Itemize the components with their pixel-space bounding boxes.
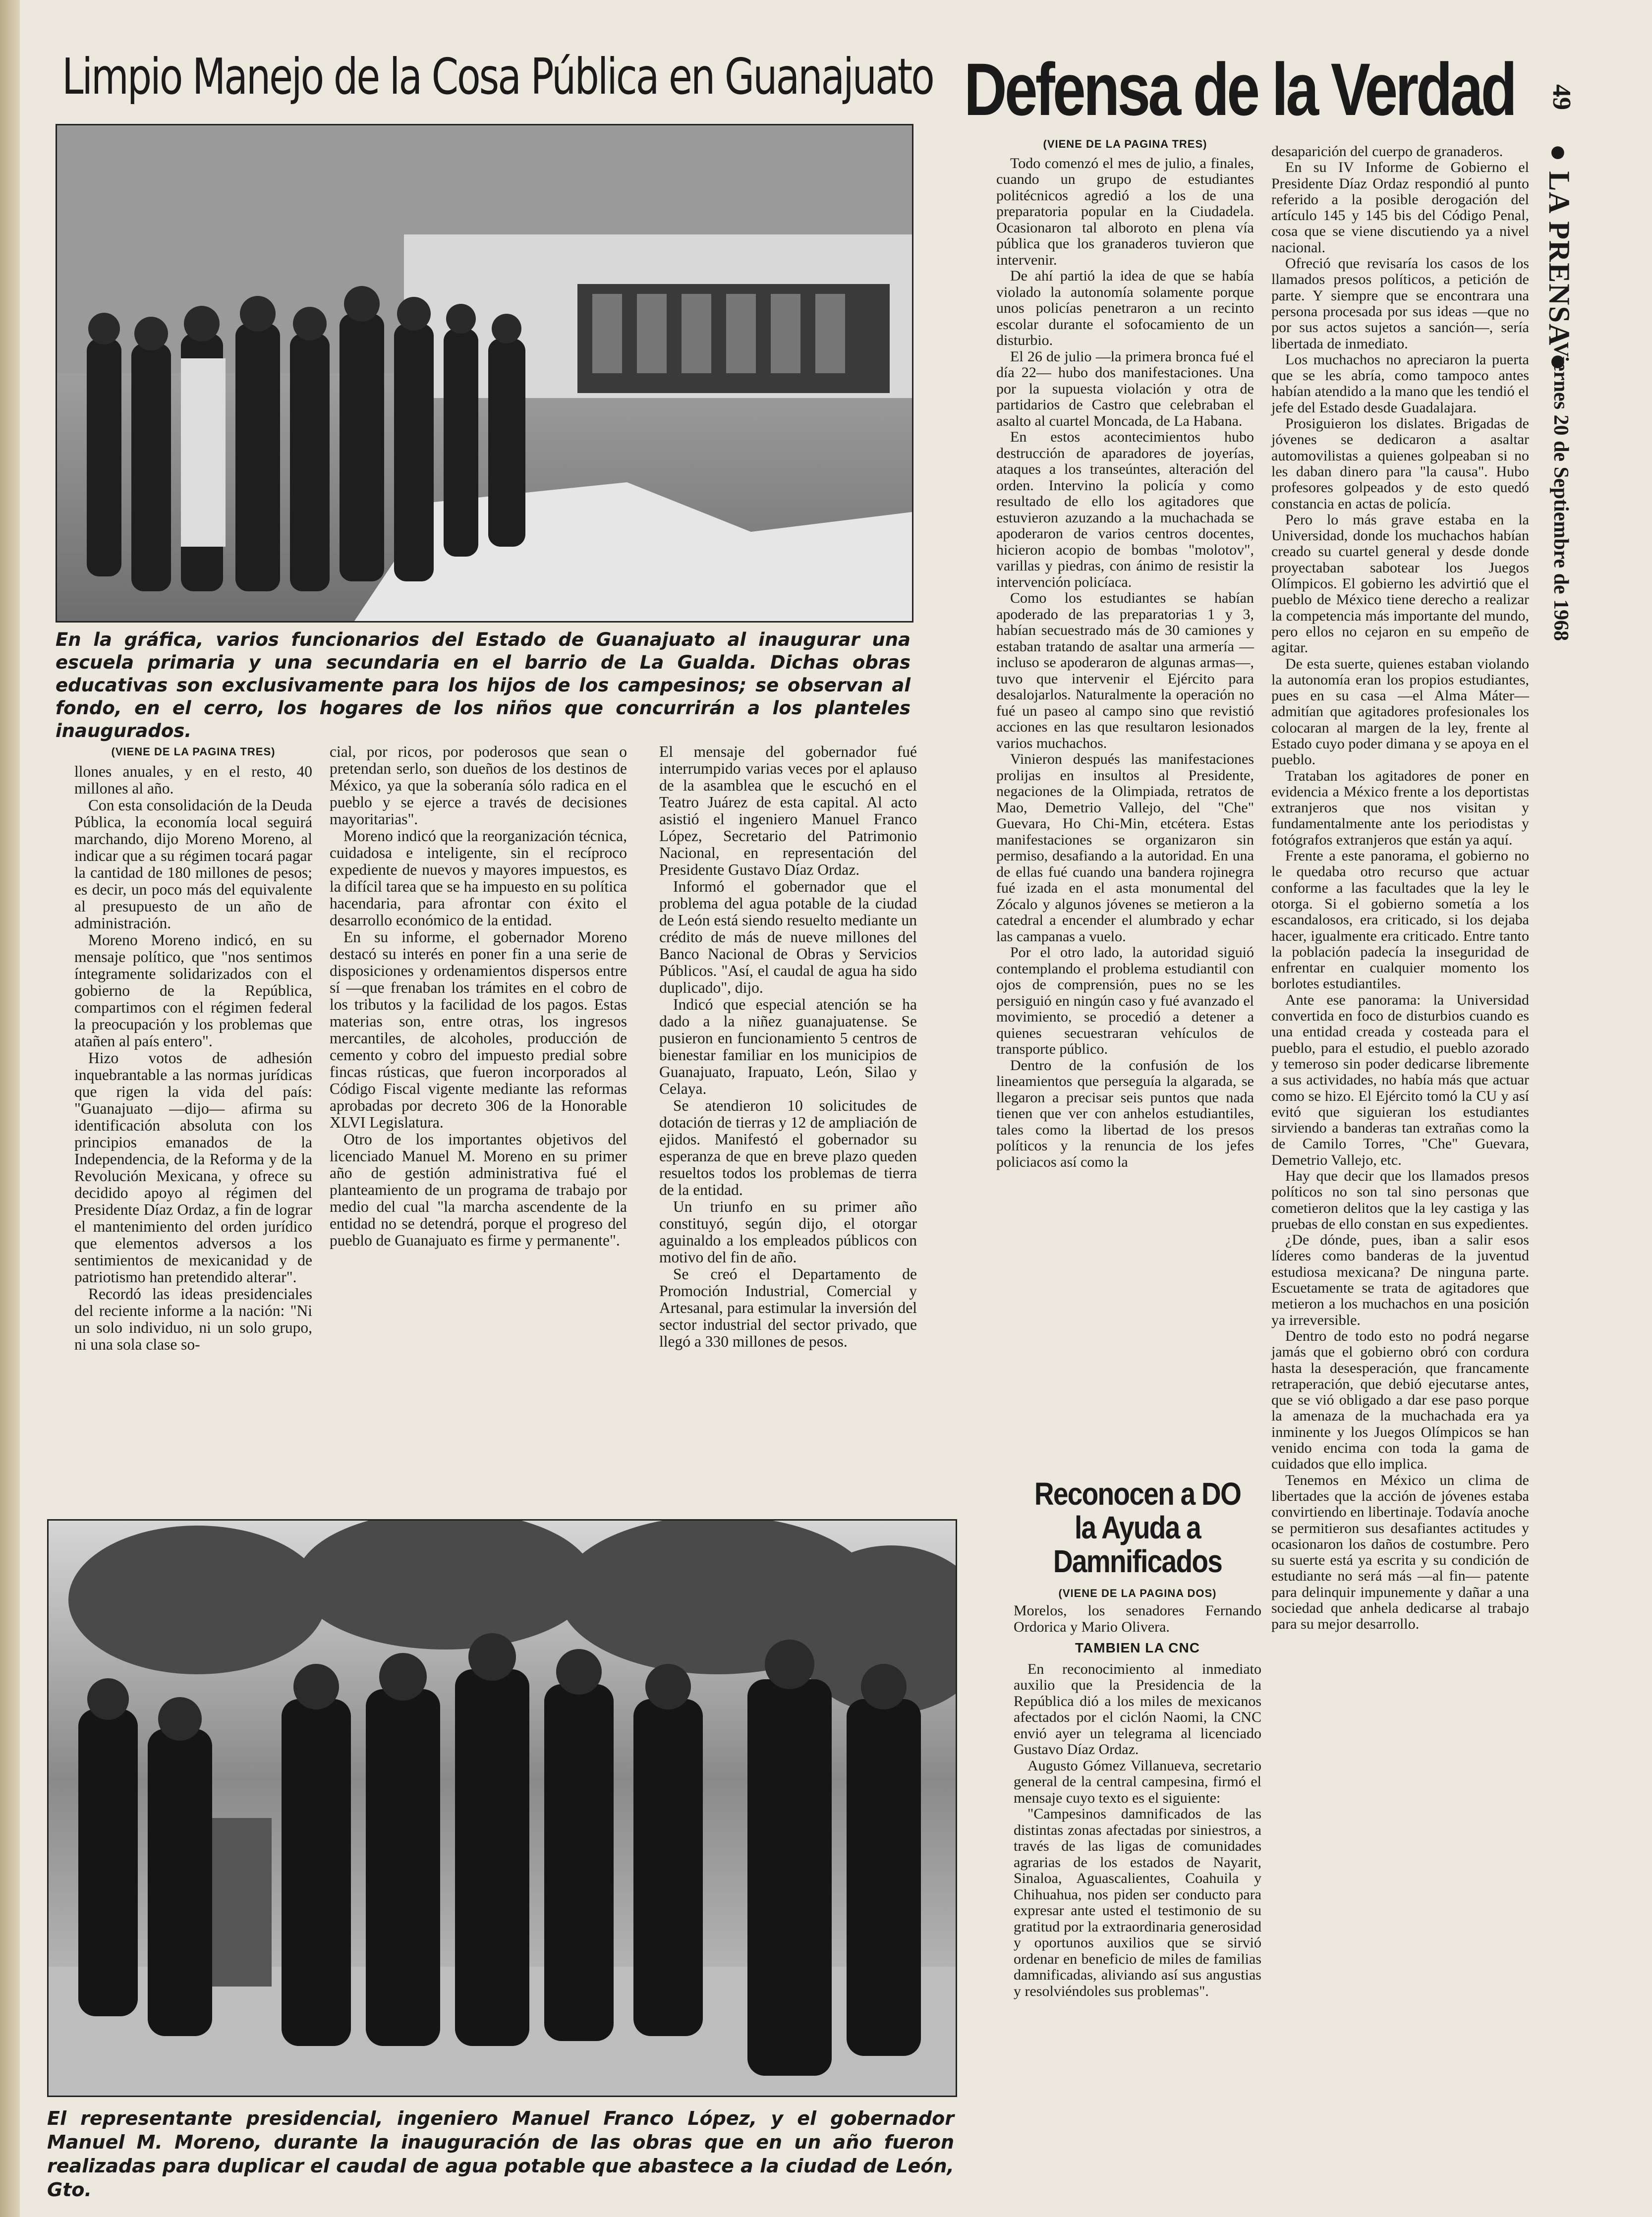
paragraph: ¿De dónde, pues, iban a salir esos líderes como banderas de la juventud estudiosa mexicana? De ninguna parte. Escuetamente se trata de agitadores que metieron a los muchachos en una posición ya irreversible. [1271,1232,1529,1328]
paragraph: desaparición del cuerpo de granaderos. [1271,143,1503,160]
paragraph: Un triunfo en su primer año constituyó, según dijo, el otorgar aguinaldo a los empleados públicos con motivo del fin de año. [659,1198,917,1266]
verdad-column-1 [996,136,1254,1170]
paragraph: Con esta consolidación de la Deuda Pública, la economía local seguirá marchando, dijo Moreno Moreno, al indicar que a su régimen tocará pagar la cantidad de 180 millones de pesos; es decir, un poco más del equivalente al presupuesto de un año de administración. [74,796,312,932]
photo-water-works-inauguration [47,1519,957,2097]
paragraph: Ante ese panorama: la Universidad convertida en foco de disturbios cuando es una entidad creada y costeada para el pueblo, para el estudio, el pueblo azorado y temeroso sin poder dedicarse libremente a sus actividades, no había más que actuar como se hizo. El Ejército tomó la CU y así evitó que siguieran los estudiantes sirviendo a banderas tan extrañas como la de Camilo Torres, "Che" Guevara, Demetrio Vallejo, etc. [1271,991,1529,1168]
paragraph: Pero lo más grave estaba en la Universidad, donde los muchachos habían creado su cuartel general y desde donde proyectaban sabotear los Juegos Olímpicos. El gobierno les advirtió que el pueblo de México tiene derecho a realizar la competencia más importante del mundo, pero ellos no cejaron en su empeño de agitar. [1271,511,1529,656]
paragraph: El 26 de julio —la primera bronca fué el día 22— hubo dos manifestaciones. Una por la supuesta violación y otra de partidarios de Castro que celebraban el asalto al cuartel Moncada, de La Habana. [996,348,1254,429]
paragraph: cial, por ricos, por poderosos que sean o pretendan serlo, son dueños de los destinos de México, ya que la soberanía sólo radica en el pueblo y se ejerce a través de decisiones mayoritarias". [330,743,627,828]
paragraph: Prosiguieron los dislates. Brigadas de jóvenes se dedicaron a asaltar automovilistas a quienes golpeaban si no les daban dinero para "la causa". Hubo profesores golpeados y de esto quedó constancia en actas de policía. [1271,415,1529,512]
paragraph: Augusto Gómez Villanueva, secretario general de la central campesina, firmó el mensaje cuyo texto es el siguiente: [1014,1757,1261,1806]
paragraph: "Campesinos damnificados de las distintas zonas afectadas por siniestros, a través de las ligas de comunidades agrarias de los estados de Nayarit, Sinaloa, Aguascalientes, Coahuila y Chihuahua, nos piden ser conducto para expresar ante usted el testimonio de su gratitud por la extraordinaria generosidad y oportunos auxilios que se sirvió ordenar en beneficio de miles de familias damnificadas, aliviando así sus angustias y resolviéndoles sus problemas". [1014,1806,1261,1999]
paragraph: En reconocimiento al inmediato auxilio que la Presidencia de la República dió a los miles de mexicanos afectados por el ciclón Naomi, la CNC envió ayer un telegrama al licenciado Gustavo Díaz Ordaz. [1014,1660,1261,1758]
issue-date: Viernes 20 de Septiembre de 1968 [1549,342,1572,641]
reconocen-article [1014,1477,1261,1999]
paragraph: Ofreció que revisaría los casos de los llamados presos políticos, a petición de parte. Y siempre que se encontrara una persona procesada por sus ideas —que no por sus actos sujetos a sanción—, sería libertada de inmediato. [1271,255,1529,352]
newspaper-name: ● LA PRENSA ● [1543,144,1576,372]
paragraph: En su informe, el gobernador Moreno destacó su interés en poner fin a una serie de disposiciones y ordenamientos dispersos entre sí —que frenaban los trámites en el cobro de los tributos y la facilidad de los pagos. Estas materias son, entre otras, los ingresos mercantiles, de alcoholes, producción de cemento y cobro del impuesto predial sobre fincas rústicas, que fueron incorporados al Código Fiscal vigente mediante las reformas aprobadas por decreto 306 de la Honorable XLVI Legislatura. [330,928,627,1131]
paragraph: Se creó el Departamento de Promoción Industrial, Comercial y Artesanal, para estimular la inversión del sector industrial del sector privado, que llegó a 330 millones de pesos. [659,1265,917,1350]
headline-defensa: Defensa de la Verdad [964,48,1515,131]
paragraph: Los muchachos no apreciaron la puerta que se les abría, como tampoco antes habían atendido a la mano que les tendió el jefe del Estado desde Guadalajara. [1271,351,1529,416]
continued-from-page-three: (VIENE DE LA PAGINA TRES) [111,745,276,758]
paragraph: Moreno indicó que la reorganización técnica, cuidadosa e inteligente, sin el recíproco expediente de nuevos y mayores impuestos, es la difícil tarea que se ha impuesto en su política hacendaria, para afrontar con éxito el desarrollo económico de la entidad. [330,827,627,929]
paragraph: Por el otro lado, la autoridad siguió contemplando el problema estudiantil con ojos de comprensión, pues no se les persiguió en ningún caso y fué avanzado el movimiento, se procedió a detener a quienes secuestraran vehículos de transporte público. [996,944,1254,1057]
paragraph: Todo comenzó el mes de julio, a finales, cuando un grupo de estudiantes politécnicos agredió a los de una preparatoria popular en la Ciudadela. Ocasionaron tal alboroto en plena vía pública que los granaderos tuvieron que intervenir. [996,155,1254,268]
photo-school-inauguration [56,124,913,623]
paragraph: Como los estudiantes se habían apoderado de las preparatorias 1 y 3, habían secuestrado más de 30 camiones y estaban tratando de asaltar una armería —incluso se apoderaron de algunas armas—, tuvo que intervenir el Ejército para desalojarlos. Naturalmente la operación no fué un paseo al campo sino que revistió acciones en las que resultaron lesionados varios muchachos. [996,590,1254,751]
paragraph: Vinieron después las manifestaciones prolijas en insultos al Presidente, negaciones de la Olimpiada, retratos de Mao, Demetrio Vallejo, del "Che" Guevara, Ho Chi-Min, etcétera. Estas manifestaciones se organizaron sin permiso, desafiando a la autoridad. En una de ellas fué cuando una bandera rojinegra fué izada en el asta monumental del Zócalo y algunos jóvenes se metieron a la catedral a encender el alumbrado y echar las campanas a vuelo. [996,751,1254,945]
caption-water-works-photo: El representante presidencial, ingeniero Manuel Franco López, y el gobernador Manuel M. Moreno, durante la inauguración de las obras que en un año fueron realizadas para duplicar el caudal de agua potable que abastece a la ciudad de León, Gto. [47,2107,954,2201]
verdad-column-2 [1271,144,1529,1633]
paragraph: En estos acontecimientos hubo destrucción de aparadores de joyerías, ataques a los transeúntes, alteración del orden. Intervino la policía y como resultado de ello los agitadores que estuvieron azuzando a la muchachada se apoderaron de varios centros docentes, hicieron acopio de bombas "molotov", varillas y piedras, con ánimo de resistir la intervención policíaca. [996,429,1254,590]
paragraph: Moreno Moreno indicó, en su mensaje político, que "nos sentimos íntegramente solidarizados con el gobierno de la República, compartimos con el régimen federal la preocupación y los problemas que atañen al país entero". [74,931,312,1050]
paragraph: Hay que decir que los llamados presos políticos no son tal sino personas que cometieron delitos que la ley castiga y las pruebas de ello constan en sus expedientes. [1271,1168,1529,1232]
page-number: 49 [1547,84,1576,110]
paragraph: Dentro de la confusión de los lineamientos que perseguía la algarada, se llegaron a precisar seis puntos que nada tienen que ver con anhelos estudiantiles, tales como la libertad de los presos políticos y la renuncia de los jefes policiacos así como la [996,1057,1254,1170]
continued-from-page-three: (VIENE DE LA PAGINA TRES) [1043,138,1207,150]
reconocen-body [1014,1603,1261,1999]
guanajuato-column-3 [659,743,917,1350]
paragraph: El mensaje del gobernador fué interrumpido varias veces por el aplauso de la asamblea que le escuchó en el Teatro Juárez de esta capital. Al acto asistió el ingeniero Manuel Franco López, Secretario del Patrimonio Nacional, en representación del Presidente Gustavo Díaz Ordaz. [659,743,917,878]
masthead-strip [1534,84,1579,641]
paragraph: De esta suerte, quienes estaban violando la autonomía eran los propios estudiantes, pues en su casa —el Alma Máter— admitían que agitadores profesionales los colocaran al margen de la ley, frente al Estado cuyo poder dimana y se apoya en el pueblo. [1271,655,1529,768]
guanajuato-column-2 [330,743,627,1249]
paragraph: Frente a este panorama, el gobierno no le quedaba otro recurso que actuar conforme a las facultades que la ley le otorga. Si el gobierno sometía a los escandalosos, era criticado, si los dejaba hacer, igualmente era criticado. Entre tanto la población padecía la inseguridad de enfrentar en cualquier momento los borlotes estudiantiles. [1271,848,1529,992]
paragraph: Hizo votos de adhesión inquebrantable a las normas jurídicas que rigen la vida del país: "Guanajuato —dijo— afirma su identificación absoluta con los principios emanados de la Independencia, de la Reforma y de la Revolución Mexicana, y ofrece su decidido apoyo al régimen del Presidente Díaz Ordaz, a fin de lograr el mantenimiento del orden jurídico que elementos adversos a los sentimientos de mexicanidad y de patriotismo han pretendido alterar". [74,1049,312,1286]
paragraph: Dentro de todo esto no podrá negarse jamás que el gobierno obró con cordura hasta la desesperación, que francamente retraperación, que debió ejecutarse antes, que se vió obligado a dar ese paso porque la amenaza de la muchachada era ya inminente y los Juegos Olímpicos se han venido encima con toda la gama de cuidados que ello implica. [1271,1327,1529,1473]
paragraph: Tenemos en México un clima de libertades que la acción de jóvenes estaba convirtiendo en libertinaje. Todavía anoche se permitieron sus desafiantes actitudes y ocasionaron los daños de costumbre. Pero su suerte está ya escrita y su condición de estudiante no será más —al fin— patente para delinquir impunemente y dañar a una sociedad que anhela dedicarse al trabajo para su mejor desarrollo. [1271,1472,1529,1633]
subhead-cnc: TAMBIEN LA CNC [1075,1640,1200,1655]
guanajuato-column-1 [74,743,312,1353]
paragraph: Indicó que especial atención se ha dado a la niñez guanajuatense. Se pusieron en funcionamiento 5 centros de bienestar familiar en los municipios de Guanajuato, Irapuato, León, Silao y Celaya. [659,996,917,1097]
paragraph: Otro de los importantes objetivos del licenciado Manuel M. Moreno en su primer año de gestión administrativa fué el planteamiento de un programa de trabajo por medio del cual "la marcha ascendente de la entidad no se detendrá, porque el progreso del pueblo de Guanajuato es firme y permanente". [330,1131,627,1249]
paragraph: Se atendieron 10 solicitudes de dotación de tierras y 12 de ampliación de ejidos. Manifestó el gobernador su esperanza de que en breve plazo queden resueltos todos los problemas de tierra de la entidad. [659,1097,917,1198]
page-spine [0,0,20,2217]
paragraph: Trataban los agitadores de poner en evidencia a México frente a los deportistas extranjeros que nos visitan y fundamentalmente ante los periodistas y fotógrafos extranjeros que están ya aquí. [1271,767,1529,848]
caption-school-photo: En la gráfica, varios funcionarios del Estado de Guanajuato al inaugurar una escuela primaria y una secundaria en el barrio de La Gualda. Dichas obras educativas son exclusivamente para los hijos de los campesinos; se observan al fondo, en el cerro, los hogares de los niños que concurrirán a los planteles inaugurados. [56,629,911,741]
paragraph: Informó el gobernador que el problema del agua potable de la ciudad de León está siendo resuelto mediante un crédito de más de nueve millones del Banco Nacional de Obras y Servicios Públicos. "Así, el caudal de agua ha sido duplicado", dijo. [659,878,917,996]
paragraph: Morelos, los senadores Fernando Ordorica y Mario Olivera. [1014,1602,1261,1635]
headline-guanajuato: Limpio Manejo de la Cosa Pública en Guanajuato [62,48,933,106]
paragraph: De ahí partió la idea de que se había violado la autonomía solamente porque unos policías penetraron a un recinto escolar durante el sofocamiento de un disturbio. [996,268,1254,348]
paragraph: Recordó las ideas presidenciales del reciente informe a la nación: "Ni un solo individuo, ni un solo grupo, ni una sola clase so- [74,1285,312,1353]
paragraph: llones anuales, y en el resto, 40 millones al año. [74,763,312,797]
continued-from-page-two: (VIENE DE LA PAGINA DOS) [1058,1587,1217,1599]
reconocen-headline: Reconocen a DO la Ayuda a Damnificados [1034,1476,1241,1579]
paragraph: En su IV Informe de Gobierno el Presidente Díaz Ordaz respondió al punto referido a la posible derogación del artículo 145 y 145 bis del Código Penal, cosa que se viene discutiendo ya a nivel nacional. [1271,159,1529,256]
